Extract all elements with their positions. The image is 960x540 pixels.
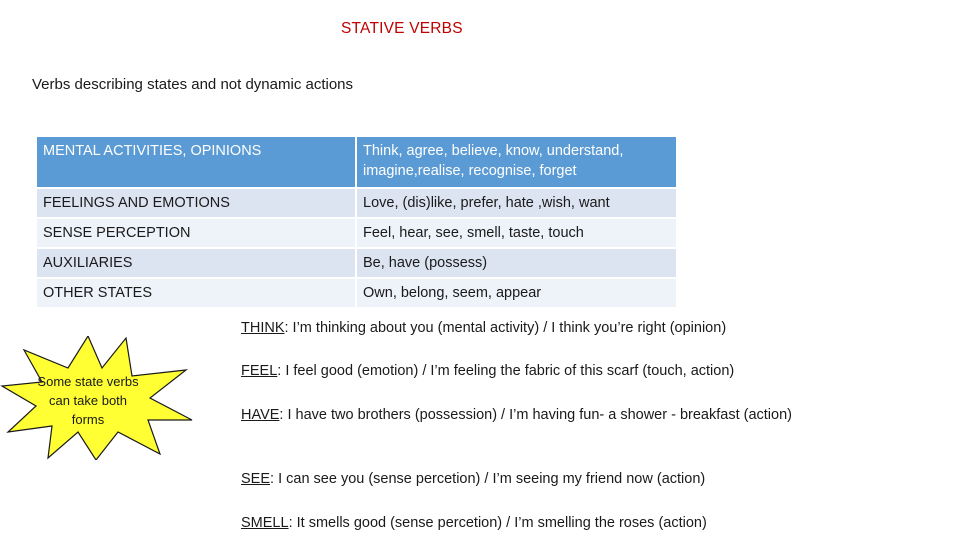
verbs-cell: Love, (dis)like, prefer, hate ,wish, want — [356, 188, 676, 218]
starburst-text: Some state verbs can take both forms — [37, 374, 139, 427]
category-cell: FEELINGS AND EMOTIONS — [37, 188, 356, 218]
verbs-cell: Feel, hear, see, smell, taste, touch — [356, 218, 676, 248]
example-see — [241, 469, 831, 489]
category-cell: MENTAL ACTIVITIES, OPINIONS — [37, 137, 356, 188]
table-row — [37, 218, 676, 248]
example-keyword: THINK — [241, 320, 285, 336]
table-row — [37, 188, 676, 218]
example-have — [241, 405, 821, 425]
example-keyword: FEEL — [241, 363, 278, 379]
example-keyword: SMELL — [241, 515, 289, 531]
verbs-cell: Think, agree, believe, know, understand, imagine,realise, recognise, forget — [356, 137, 676, 188]
page-title: STATIVE VERBS — [341, 20, 463, 37]
category-cell: AUXILIARIES — [37, 248, 356, 278]
table-row — [37, 278, 676, 308]
example-keyword: SEE — [241, 471, 271, 487]
stative-verbs-table — [37, 137, 676, 309]
example-text: : I can see you (sense percetion) / I’m seeing my friend now (action) — [270, 471, 706, 487]
page-subtitle: Verbs describing states and not dynamic actions — [32, 76, 354, 93]
example-think — [241, 318, 831, 338]
category-cell: OTHER STATES — [37, 278, 356, 308]
verbs-cell: Be, have (possess) — [356, 248, 676, 278]
category-cell: SENSE PERCEPTION — [37, 218, 356, 248]
table-row — [37, 137, 676, 188]
example-smell — [241, 513, 831, 533]
table-row — [37, 248, 676, 278]
example-text: : I have two brothers (possession) / I’m having fun- a shower - breakfast (action) — [279, 407, 792, 423]
example-keyword: HAVE — [241, 407, 280, 423]
example-text: : I’m thinking about you (mental activity) / I think you’re right (opinion) — [284, 320, 727, 336]
verbs-cell: Own, belong, seem, appear — [356, 278, 676, 308]
example-feel — [241, 361, 831, 381]
example-text: : I feel good (emotion) / I’m feeling the fabric of this scarf (touch, action) — [277, 363, 735, 379]
example-text: : It smells good (sense percetion) / I’m smelling the roses (action) — [288, 515, 707, 531]
